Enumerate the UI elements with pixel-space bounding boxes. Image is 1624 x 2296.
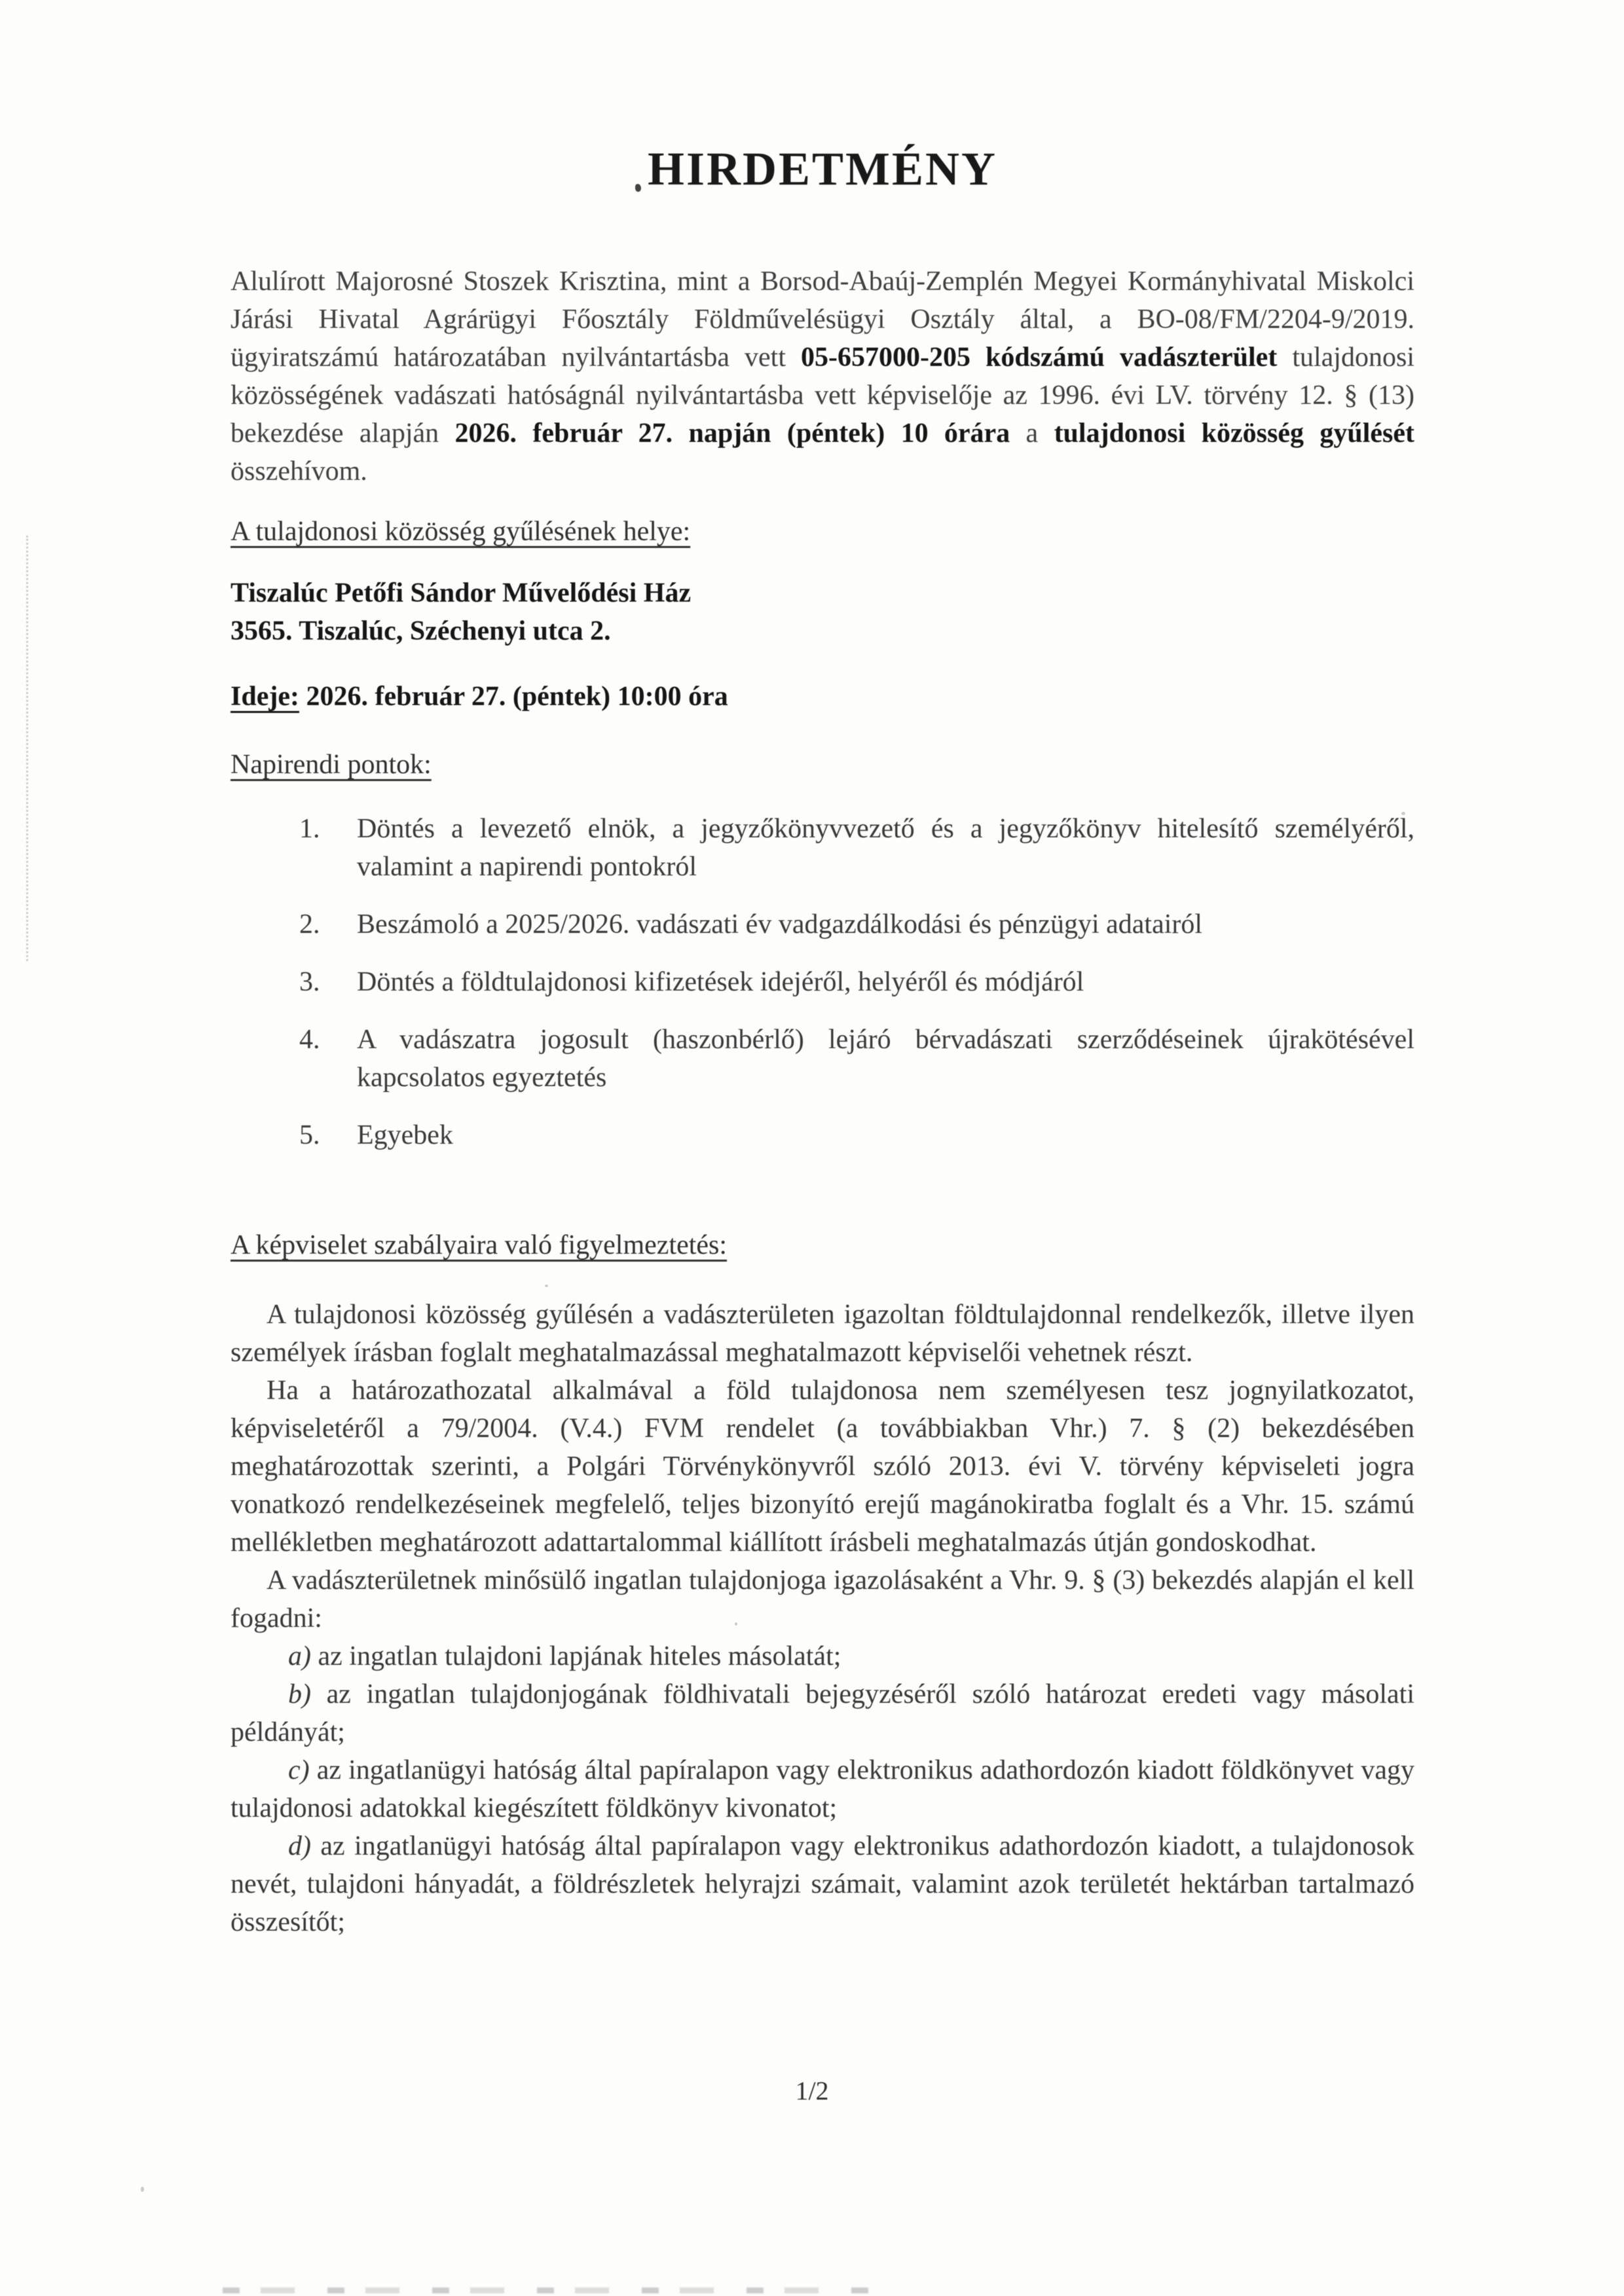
agenda-item — [299, 963, 1414, 1001]
meeting-time-label: Ideje: — [231, 682, 299, 712]
agenda-item-number: 5. — [299, 1120, 320, 1151]
scan-bottom-artifact — [223, 2287, 877, 2293]
scan-speck — [141, 2187, 144, 2192]
document-list-item-c — [231, 1751, 1414, 1827]
agenda-item — [299, 905, 1414, 943]
agenda-item-text: Egyebek — [357, 1120, 453, 1151]
scan-speck — [777, 970, 779, 973]
venue-address: 3565. Tiszalúc, Széchenyi utca 2. — [231, 616, 611, 647]
scan-speck — [635, 184, 641, 192]
agenda-item — [299, 810, 1414, 886]
rules-paragraph-1: A tulajdonosi közösség gyűlésén a vadászterületen igazoltan földtulajdonnal rendelkezők, illetve ilyen személyek írásban foglalt meghatalmazással meghatalmazott képviselői vehetnek részt. — [231, 1300, 1414, 1368]
venue-heading: A tulajdonosi közösség gyűlésének helye: — [231, 517, 691, 547]
agenda-item-text: Döntés a földtulajdonosi kifizetések idejéről, helyéről és módjáról — [357, 967, 1084, 998]
scan-speck — [545, 1285, 548, 1287]
meeting-time-line — [231, 678, 1414, 716]
list-text-d: az ingatlanügyi hatóság által papíralapon vagy elektronikus adathordozón kiadott, a tulajdonosok nevét, tulajdoni hányadát, a földrészletek helyrajzi számait, valamint azok területét hektárban tartalmazó összesítőt; — [231, 1831, 1414, 1938]
intro-seg3: tulajdonosi közösségének vadászati hatóságnál nyilvántartásba vett képviselője az 1996. évi LV. törvény 12. § (13) bekezdése alapján — [231, 342, 1414, 449]
agenda-heading: Napirendi pontok: — [231, 750, 432, 780]
agenda-item-text: Döntés a levezető elnök, a jegyzőkönyvvezető és a jegyzőkönyv hitelesítő személyéről, valamint a napirendi pontokról — [357, 814, 1414, 883]
list-letter-a: a) — [288, 1641, 311, 1672]
agenda-item-text: A vadászatra jogosult (haszonbérlő) lejáró bérvadászati szerződéseinek újrakötésével kapcsolatos egyeztetés — [357, 1025, 1414, 1093]
page-title — [231, 141, 1414, 197]
rules-paragraph-2: Ha a határozathozatal alkalmával a föld tulajdonosa nem személyesen tesz jognyilatkozatot, képviseletéről a 79/2004. (V.4.) FVM rendelet (a továbbiakban Vhr.) 7. § (2) bekezdésében meghatározottak szerinti, a Polgári Törvénykönyvről szóló 2013. évi V. törvény képviseleti jogra vonatkozó rendelkezéseinek megfelelő, teljes bizonyító erejű magánokiratba foglalt és a Vhr. 15. számú mellékletben meghatározott adattartalommal kiállított írásbeli meghatalmazás útján gondoskodhat. — [231, 1376, 1414, 1558]
document-content — [231, 141, 1414, 1941]
document-list-item-b — [231, 1675, 1414, 1751]
agenda-item-number: 4. — [299, 1025, 320, 1055]
intro-seg7: összehívom. — [231, 456, 367, 487]
document-list-item-a — [231, 1637, 1414, 1675]
page-number: 1/2 — [795, 2076, 829, 2105]
agenda-item-number: 2. — [299, 909, 320, 940]
agenda-item — [299, 1021, 1414, 1097]
list-letter-c: c) — [288, 1755, 310, 1786]
agenda-item — [299, 1116, 1414, 1154]
intro-code-bold: 05-657000-205 kódszámú vadászterület — [801, 342, 1278, 373]
intro-seg1: Alulírott Majorosné Stoszek Krisztina, mint a Borsod-Abaúj-Zemplén Megyei Kormányhivatal Miskolci Járási Hivatal Agrárügyi Főosztály Földművelésügyi Osztály által, a BO-08/FM/2204-9/2019. ügyiratszámú határozatában nyilvántartásba vett — [231, 266, 1414, 373]
intro-paragraph — [231, 263, 1414, 490]
page-title-text: HIRDETMÉNY — [647, 143, 998, 195]
venue-name: Tiszalúc Petőfi Sándor Művelődési Ház — [231, 578, 692, 609]
intro-seg5: a — [1010, 418, 1054, 449]
agenda-item-text: Beszámoló a 2025/2026. vadászati év vadgazdálkodási és pénzügyi adatairól — [357, 909, 1203, 940]
meeting-time-value: 2026. február 27. (péntek) 10:00 óra — [299, 682, 728, 712]
rules-paragraph-3: A vadászterületnek minősülő ingatlan tulajdonjoga igazolásaként a Vhr. 9. § (3) bekezdés alapján el kell fogadni: — [231, 1565, 1414, 1634]
intro-date-bold: 2026. február 27. napján (péntek) 10 órára — [454, 418, 1010, 449]
venue-block — [231, 574, 1414, 650]
list-text-c: az ingatlanügyi hatóság által papíralapon vagy elektronikus adathordozón kiadott földkönyvet vagy tulajdonosi adatokkal kiegészített földkönyv kivonatot; — [231, 1755, 1414, 1824]
scan-speck — [735, 1622, 737, 1626]
scan-speck — [1401, 812, 1405, 815]
list-text-a: az ingatlan tulajdoni lapjának hiteles másolatát; — [311, 1641, 841, 1672]
scan-edge-artifact — [26, 536, 28, 961]
intro-meeting-bold: tulajdonosi közösség gyűlését — [1054, 418, 1414, 449]
document-list-item-d — [231, 1827, 1414, 1941]
agenda-item-number: 1. — [299, 814, 320, 845]
list-letter-d: d) — [288, 1831, 311, 1862]
agenda-list — [299, 810, 1414, 1154]
list-text-b: az ingatlan tulajdonjogának földhivatali bejegyzéséről szóló határozat eredeti vagy másolati példányát; — [231, 1679, 1414, 1748]
representation-rules-heading: A képviselet szabályaira való figyelmeztetés: — [231, 1230, 728, 1261]
list-letter-b: b) — [288, 1679, 311, 1710]
agenda-item-number: 3. — [299, 967, 320, 998]
